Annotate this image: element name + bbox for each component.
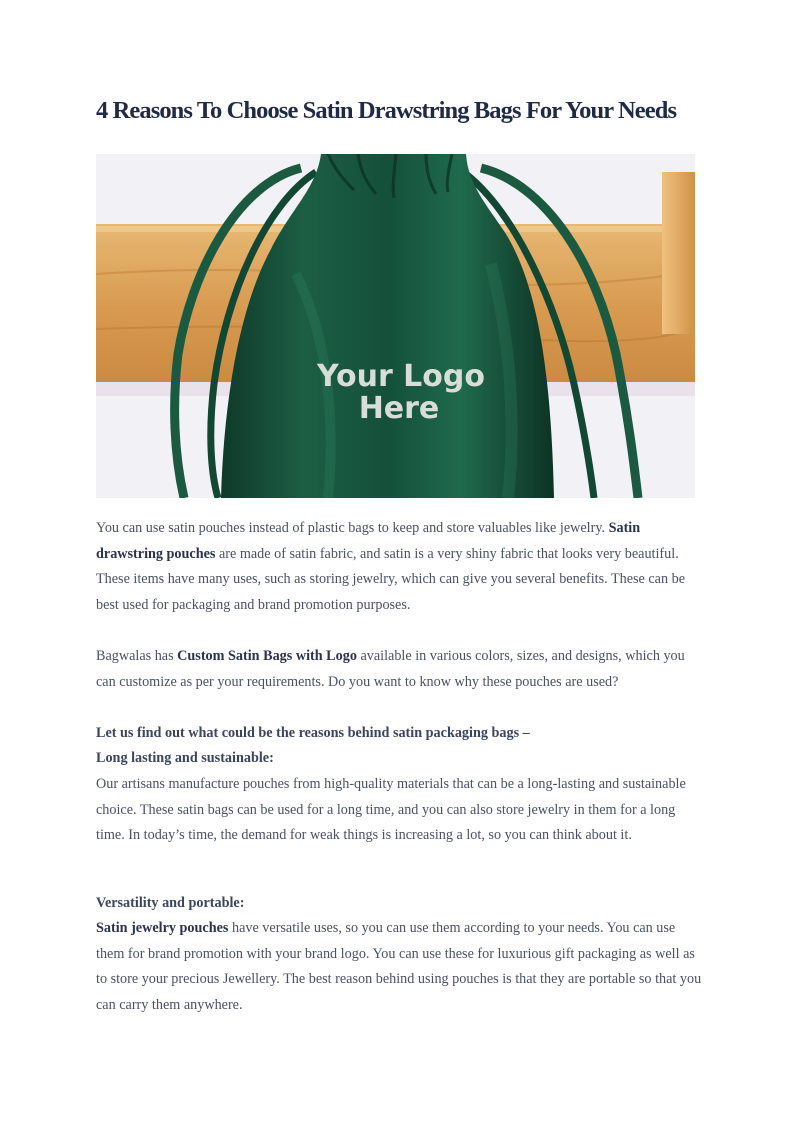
intro-text: You can use satin pouches instead of plastic bags to keep and store valuables like jewelry. <box>96 520 609 536</box>
intro-paragraph <box>96 516 706 619</box>
intro-keyword: Satin drawstring pouches <box>96 520 641 562</box>
logo-text-line2: Here <box>358 391 440 426</box>
offer-text-cont: available in various colors, sizes, and designs, which you can customize as per your requirements. Do you want to know why these pouches are used? <box>96 648 685 690</box>
logo-text-line1: Your Logo <box>317 359 485 394</box>
section1-heading: Long lasting and sustainable: <box>96 750 274 766</box>
section2-text: have versatile uses, so you can use them according to your needs. You can use them for brand promotion with your brand logo. You can use these for luxurious gift packaging as well as to store your precious Jewellery. The best reason behind using pouches is that they are portable so that you can carry them anywhere. <box>96 920 702 1014</box>
offer-paragraph <box>96 644 706 695</box>
intro-text-cont: are made of satin fabric, and satin is a very shiny fabric that looks very beautiful. These items have many uses, such as storing jewelry, which can give you several benefits. These can be best used for packaging and brand promotion purposes. <box>96 545 685 614</box>
offer-text: Bagwalas has <box>96 648 178 664</box>
section2-body <box>96 916 706 1019</box>
section2-heading: Versatility and portable: <box>96 895 245 911</box>
offer-keyword: Custom Satin Bags with Logo <box>177 648 357 664</box>
section1-body: Our artisans manufacture pouches from high-quality materials that can be a long-lasting and sustainable choice. These satin bags can be used for a long time, and you can also store jewelry in them for a long time. In today’s time, the demand for weak things is increasing a lot, so you can think about it. <box>96 776 686 844</box>
section2-keyword: Satin jewelry pouches <box>96 920 229 936</box>
product-photo <box>96 154 695 498</box>
wood-post <box>662 172 695 334</box>
article-title: 4 Reasons To Choose Satin Drawstring Bags For Your Needs <box>96 97 677 124</box>
reasons-heading: Let us find out what could be the reasons behind satin packaging bags – <box>96 725 530 741</box>
